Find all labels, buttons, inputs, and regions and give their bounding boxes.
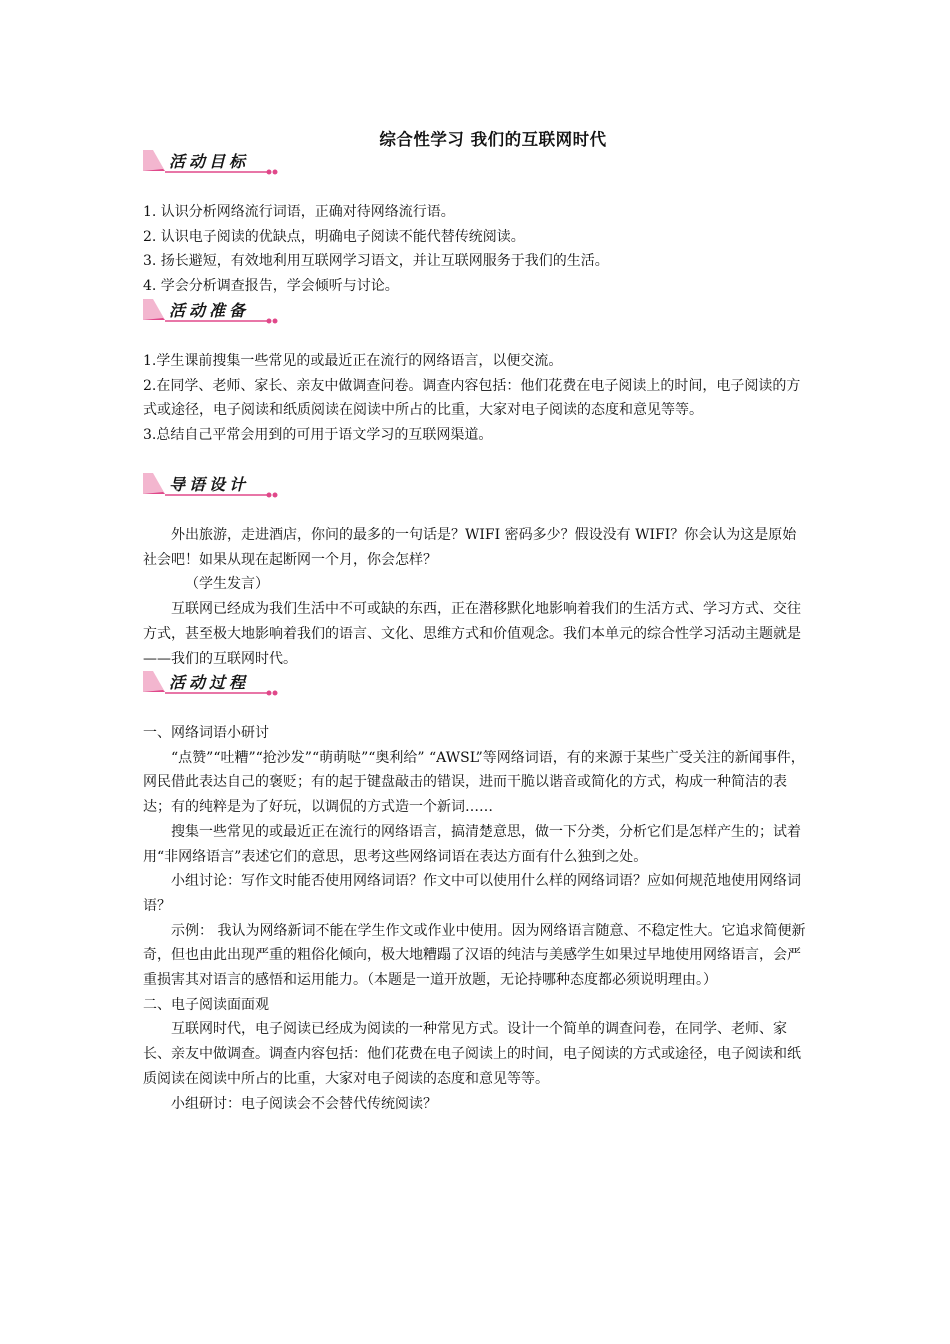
- prep-list: [143, 349, 808, 448]
- goals-list: [143, 200, 808, 299]
- paragraph: 互联网已经成为我们生活中不可或缺的东西，正在潜移默化地影响着我们的生活方式、学习方式、交往方式，甚至极大地影响着我们的语言、文化、思维方式和价值观念。我们本单元的综合性学习活动主题就是——我们的互联网时代。: [143, 601, 801, 667]
- paragraph: 示例： 我认为网络新词不能在学生作文或作业中使用。因为网络语言随意、不稳定性大。它追求简便新奇，但也由此出现严重的粗俗化倾向，极大地糟蹋了汉语的纯洁与美感学生如果过早地使用网络语言，会严重损害其对语言的感悟和运用能力。（本题是一道开放题，无论持哪种态度都必须说明理由。）: [143, 922, 806, 989]
- section-heading-goals: 活动目标: [169, 152, 250, 171]
- paragraph: 互联网时代，电子阅读已经成为阅读的一种常见方式。设计一个简单的调查问卷，在同学、老师、家长、亲友中做调查。调查内容包括：他们花费在电子阅读上的时间，电子阅读的方式或途径，电子阅读和纸质阅读在阅读中所占的比重，大家对电子阅读的态度和意见等等。: [143, 1021, 801, 1087]
- list-item: 2. 认识电子阅读的优缺点，明确电子阅读不能代替传统阅读。: [143, 228, 525, 245]
- paragraph: “点赞”“吐糟”“抢沙发”“萌萌哒”“奥利给” “AWSL”等网络词语，有的来源于某些广受关注的新闻事件，网民借此表达自己的褒贬；有的起于键盘敲击的错误，进而干脆以谐音或简化的方式，构成一种简洁的表达；有的纯粹是为了好玩，以调侃的方式造一个新词……: [143, 749, 805, 816]
- section-banner-goals: [143, 147, 283, 181]
- list-item: 2.在同学、老师、家长、亲友中做调查问卷。调查内容包括：他们花费在电子阅读上的时间，电子阅读的方式或途径，电子阅读和纸质阅读在阅读中所占的比重，大家对电子阅读的态度和意见等等。: [143, 377, 801, 419]
- list-item: 1.学生课前搜集一些常见的或最近正在流行的网络语言，以便交流。: [143, 353, 563, 369]
- paragraph: 小组讨论：写作文时能否使用网络词语？作文中可以使用什么样的网络词语？应如何规范地使用网络词语？: [143, 873, 801, 914]
- section-banner-prep: [143, 296, 283, 330]
- list-item: 4. 学会分析调查报告，学会倾听与讨论。: [143, 278, 399, 295]
- subsection-title: 一、网络词语小研讨: [143, 725, 269, 741]
- page-title: 综合性学习 我们的互联网时代: [379, 130, 607, 149]
- section-banner-intro: [143, 470, 283, 504]
- section-heading-prep: 活动准备: [169, 301, 250, 320]
- intro-text: [143, 523, 808, 671]
- paragraph: 小组研讨：电子阅读会不会替代传统阅读？: [171, 1095, 437, 1112]
- list-item: 3.总结自己平常会用到的可用于语文学习的互联网渠道。: [143, 427, 493, 444]
- section-heading-process: 活动过程: [169, 673, 250, 692]
- process-text: [143, 721, 808, 1116]
- section-banner-process: [143, 668, 283, 702]
- paragraph: （学生发言）: [185, 576, 269, 593]
- list-item: 3. 扬长避短，有效地利用互联网学习语文，并让互联网服务于我们的生活。: [143, 253, 609, 270]
- subsection-title: 二、电子阅读面面观: [143, 996, 269, 1013]
- paragraph: 外出旅游，走进酒店，你问的最多的一句话是？WIFI 密码多少？假设没有 WIFI？你会认为这是原始社会吧！如果从现在起断网一个月，你会怎样？: [143, 527, 797, 568]
- section-heading-intro: 导语设计: [169, 475, 250, 494]
- list-item: 1. 认识分析网络流行词语，正确对待网络流行语。: [143, 204, 455, 220]
- paragraph: 搜集一些常见的或最近正在流行的网络语言，搞清楚意思，做一下分类，分析它们是怎样产生的；试着用“非网络语言”表述它们的意思，思考这些网络词语在表达方面有什么独到之处。: [143, 823, 801, 865]
